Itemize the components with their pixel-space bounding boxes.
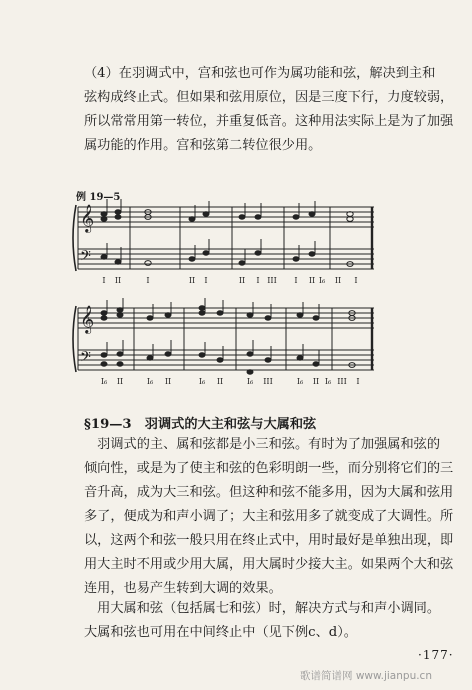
barlines	[78, 207, 372, 269]
text-line: 羽调式的主、属和弦都是小三和弦。有时为了加强属和弦的	[84, 437, 441, 452]
notes	[101, 298, 355, 374]
treble-clef-icon: 𝄞	[80, 204, 95, 232]
bass-clef-icon: 𝄢	[80, 349, 91, 369]
text-line: 以，这两个和弦一般只用在终止式中，用时最好是单独出现，即	[84, 533, 454, 548]
text-line: 音升高，成为大三和弦。但这种和弦不能多用，因为大属和弦用	[84, 485, 454, 500]
text-line: （4）在羽调式中，宫和弦也可作为属功能和弦，解决到主和	[84, 66, 436, 81]
text-line: 用大属和弦（包括属七和弦）时，解决方式与和声小调同。	[84, 601, 441, 616]
text-line: 多了，便成为和声小调了；大主和弦用多了就变成了大调性。所	[84, 509, 454, 524]
chord-label: I₆	[146, 377, 154, 386]
example-label: 例 19—5	[76, 192, 121, 203]
text-line: 弦构成终止式。但如果和弦用原位，因是三度下行，力度较弱，	[84, 90, 454, 105]
text-line: 倾向性，或是为了使主和弦的色彩明朗一些，而分别将它们的三	[84, 461, 454, 476]
chord-label: I	[256, 276, 260, 285]
section-heading: §19—3 羽调式的大主和弦与大属和弦	[84, 417, 317, 432]
system-brace	[73, 306, 76, 372]
chord-labels	[101, 377, 360, 386]
chord-label: I₆	[318, 276, 326, 285]
treble-clef-icon: 𝄞	[80, 305, 95, 333]
chord-label: II	[312, 377, 320, 386]
chord-label: II	[164, 377, 172, 386]
chord-label: I₆	[324, 377, 332, 386]
chord-labels	[102, 276, 357, 285]
notes	[101, 199, 353, 266]
chord-label: II	[216, 377, 224, 386]
music-score-system-1	[72, 197, 382, 292]
chord-label: I	[146, 276, 150, 285]
chord-label: I	[354, 276, 358, 285]
chord-label: I	[356, 377, 360, 386]
chord-label: I₆	[296, 377, 304, 386]
text-line: 属功能的作用。宫和弦第二转位很少用。	[84, 138, 322, 153]
text-line: 大属和弦也可用在中间终止中（见下例c、d）。	[84, 625, 357, 640]
chord-label: II	[334, 276, 342, 285]
chord-label: I	[204, 276, 208, 285]
chord-label: I	[294, 276, 298, 285]
paragraph-3	[84, 597, 441, 645]
chord-label: II	[114, 276, 122, 285]
chord-label: I₆	[100, 377, 108, 386]
chord-label: I₆	[198, 377, 206, 386]
chord-label: II	[308, 276, 316, 285]
chord-label: I	[102, 276, 106, 285]
chord-label: I₆	[246, 377, 254, 386]
text-line: 所以常常用第一转位，并重复低音。这种用法实际上是为了加强	[84, 114, 454, 129]
bass-clef-icon: 𝄢	[80, 248, 91, 268]
chord-label: III	[263, 377, 273, 386]
chord-label: II	[116, 377, 124, 386]
chord-label: II	[238, 276, 246, 285]
system-brace	[73, 205, 76, 271]
paragraph-2	[84, 433, 454, 601]
page-number: ·177·	[418, 648, 454, 662]
music-score-system-2	[72, 298, 382, 393]
chord-label: III	[267, 276, 277, 285]
text-line: 用大主时不用或少用大属，用大属时少接大主。如果两个大和弦	[84, 557, 454, 572]
watermark: 歌谱简谱网 www.jianpu.cn	[300, 670, 432, 682]
chord-label: II	[188, 276, 196, 285]
text-line: 连用，也易产生转到大调的效果。	[84, 581, 282, 596]
paragraph-1	[84, 62, 454, 158]
chord-label: III	[337, 377, 347, 386]
